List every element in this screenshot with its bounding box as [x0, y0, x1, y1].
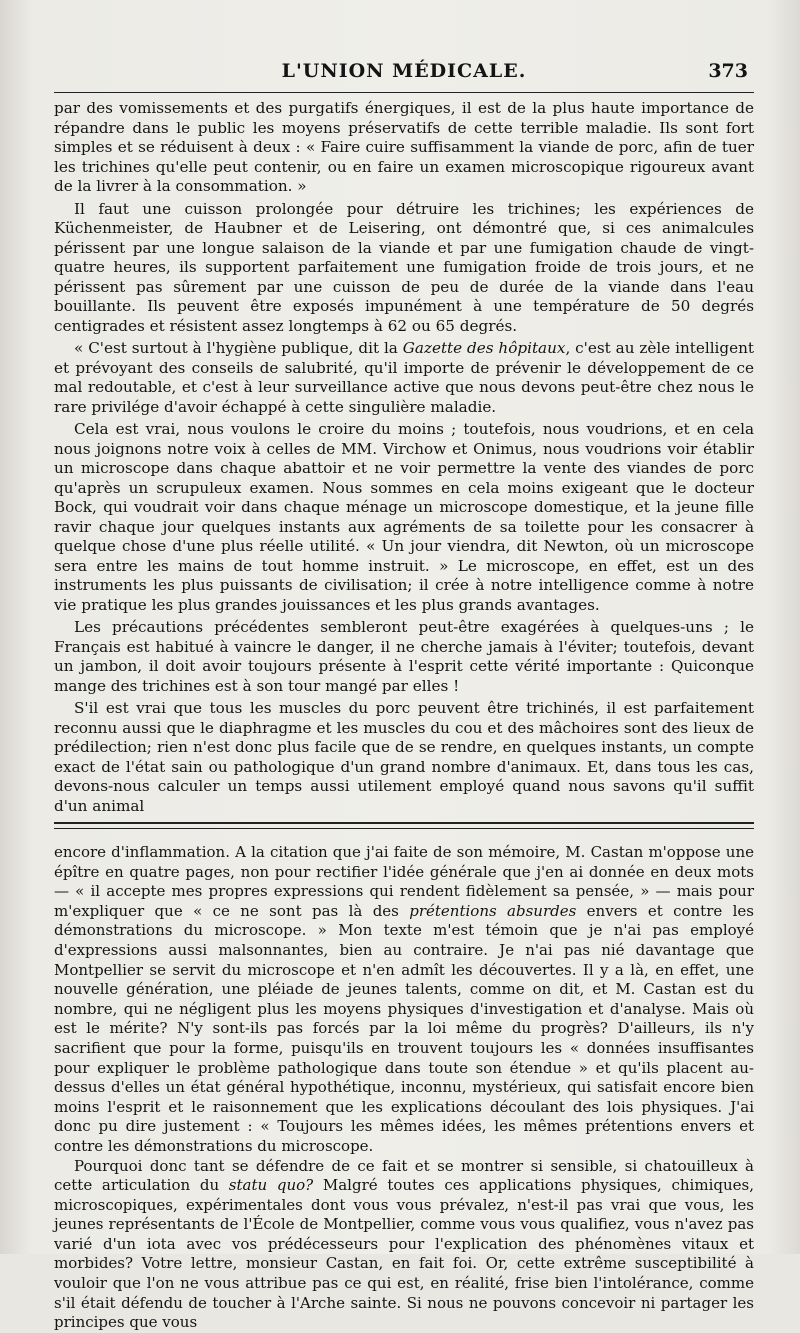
paragraph: Il faut une cuisson prolongée pour détruire les trichines; les expériences de Küchenmeister, de Haubner et de Leisering, ont démontré que, si ces animalcules périssent par une longue salaison de la viande et par une fumigation chaude de vingt-quatre heures, ils supportent parfaitement une fumigation froide de trois jours, et ne périssent pas sûrement par une cuisson de peu de durée de la viande dans l'eau bouillante. Ils peuvent être exposés impunément à une température de 50 degrés centigrades et résistent assez longtemps à 62 ou 65 degrés.: [54, 199, 754, 335]
page-number: 373: [708, 60, 748, 82]
paragraph: Cela est vrai, nous voulons le croire du moins ; toutefois, nous voudrions, et en cela nous joignons notre voix à celles de MM. Virchow et Onimus, nous voudrions voir établir un microscope dans chaque abattoir et ne voir permettre la vente des viandes de porc qu'après un scrupuleux examen. Nous sommes en cela moins exigeant que le docteur Bock, qui voudrait voir dans chaque ménage un microscope domestique, et la jeune fille ravir chaque jour quelques instants aux agréments de sa toilette pour les consacrer à quelque chose d'une plus réelle utilité. « Un jour viendra, dit Newton, où un microscope sera entre les mains de tout homme instruit. » Le microscope, en effet, est un des instruments les plus puissants de civilisation; il crée à notre intelligence comme à notre vie pratique les plus grandes jouissances et les plus grands avantages.: [54, 420, 754, 614]
paragraph-text: Malgré toutes ces applications physiques, chimiques, microscopiques, expérimentales dont vous vous prévalez, n'est-il pas vrai que vous, les jeunes représentants de l'École de Montpellier, comme vous vous qualifiez, vous n'avez pas varié d'un iota avec vos prédécesseurs pour l'explication des phénomènes vitaux et morbides? Votre lettre, monsieur Castan, en fait foi. Or, cette extrême susceptibilité à vouloir que l'on ne vous attribue pas ce qui est, en réalité, frise bien l'intolérance, comme s'il était défendu de toucher à l'Arche sainte. Si nous ne pouvons concevoir ni partager les principes que vous: [54, 1176, 754, 1332]
running-head: L'UNION MÉDICALE.: [281, 60, 527, 82]
paragraph: par des vomissements et des purgatifs énergiques, il est de la plus haute importance de répandre dans le public les moyens préservatifs de cette terrible maladie. Ils sont fort simples et se réduisent à deux : « Faire cuire suffisamment la viande de porc, afin de tuer les trichines qu'elle peut contenir, ou en faire un examen microscopique rigoureux avant de la livrer à la consommation. »: [54, 99, 754, 195]
italic-title: Gazette des hôpitaux: [402, 339, 566, 357]
feuilleton-separator: [54, 822, 754, 829]
paragraph-text: , c'est au zèle intelligent et prévoyant des conseils de salubrité, qu'il importe de prévenir le développement de ce mal redoutable, et c'est à leur surveillance active que nous devons peut-être chez nous le rare privilége d'avoir échappé à cette singulière maladie.: [54, 339, 755, 416]
paragraph-text: Pourquoi donc tant se défendre de ce fait et se montrer si sensible, si chatouilleux à cette articulation du: [54, 1156, 754, 1195]
paragraph-text: encore d'inflammation. A la citation que j'ai faite de son mémoire, M. Castan m'oppose une épître en quatre pages, non pour rectifier l'idée générale que j'en ai donnée en deux mots — « il accepte mes propres expressions qui rendent fidèlement sa pensée, » — mais pour m'expliquer que « ce ne sont pas là des: [54, 843, 754, 920]
paragraph: [54, 339, 754, 417]
paragraph-text: « C'est surtout à l'hygiène publique, dit la: [74, 339, 403, 357]
paragraph: [54, 1157, 754, 1333]
main-text: [54, 99, 754, 816]
paragraph: Les précautions précédentes sembleront peut-être exagérées à quelques-uns ; le Français est habitué à vaincre le danger, il ne cherche jamais à l'éviter; toutefois, devant un jambon, il doit avoir toujours présente à l'esprit cette vérité importante : Quiconque mange des trichines est à son tour mangé par elles !: [54, 618, 754, 695]
header-rule: [54, 92, 754, 93]
paragraph: [54, 843, 754, 1157]
italic-phrase: statu quo?: [228, 1176, 314, 1195]
page-header: [54, 50, 754, 84]
italic-phrase: prétentions absurdes: [409, 901, 577, 920]
paragraph-text: envers et contre les démonstrations du microscope. » Mon texte m'est témoin que je n'ai pas employé d'expressions aussi malsonnantes, bien au contraire. Je n'ai pas nié davantage que Montpellier se servit du microscope et n'en admît les découvertes. Il y a là, en effet, une nouvelle génération, une pléiade de jeunes talents, comme on dit, et M. Castan est du nombre, qui ne négligent plus les moyens physiques d'investigation et d'analyse. Mais où est le mérite? N'y sont-ils pas forcés par la loi même du progrès? D'ailleurs, ils n'y sacrifient que pour la forme, puisqu'ils en trouvent toujours les « données insuffisantes pour expliquer le problème pathologique dans toute son étendue » et qu'ils placent au-dessus d'elles un état général hypothétique, inconnu, mystérieux, qui satisfait encore bien moins l'esprit et le raisonnement que les explications découlant des lois physiques. J'ai donc pu dire justement : « Toujours les mêmes idées, les mêmes prétentions envers et contre les démonstrations du microscope.: [54, 901, 755, 1155]
feuilleton-text: [54, 843, 754, 1333]
paragraph: S'il est vrai que tous les muscles du porc peuvent être trichinés, il est parfaitement reconnu aussi que le diaphragme et les muscles du cou et des mâchoires sont des lieux de prédilection; rien n'est donc plus facile que de se rendre, en quelques instants, un compte exact de l'état sain ou pathologique d'un grand nombre d'animaux. Et, dans tous les cas, devons-nous calculer un temps aussi utilement employé quand nous savons qu'il suffit d'un animal: [54, 699, 754, 815]
